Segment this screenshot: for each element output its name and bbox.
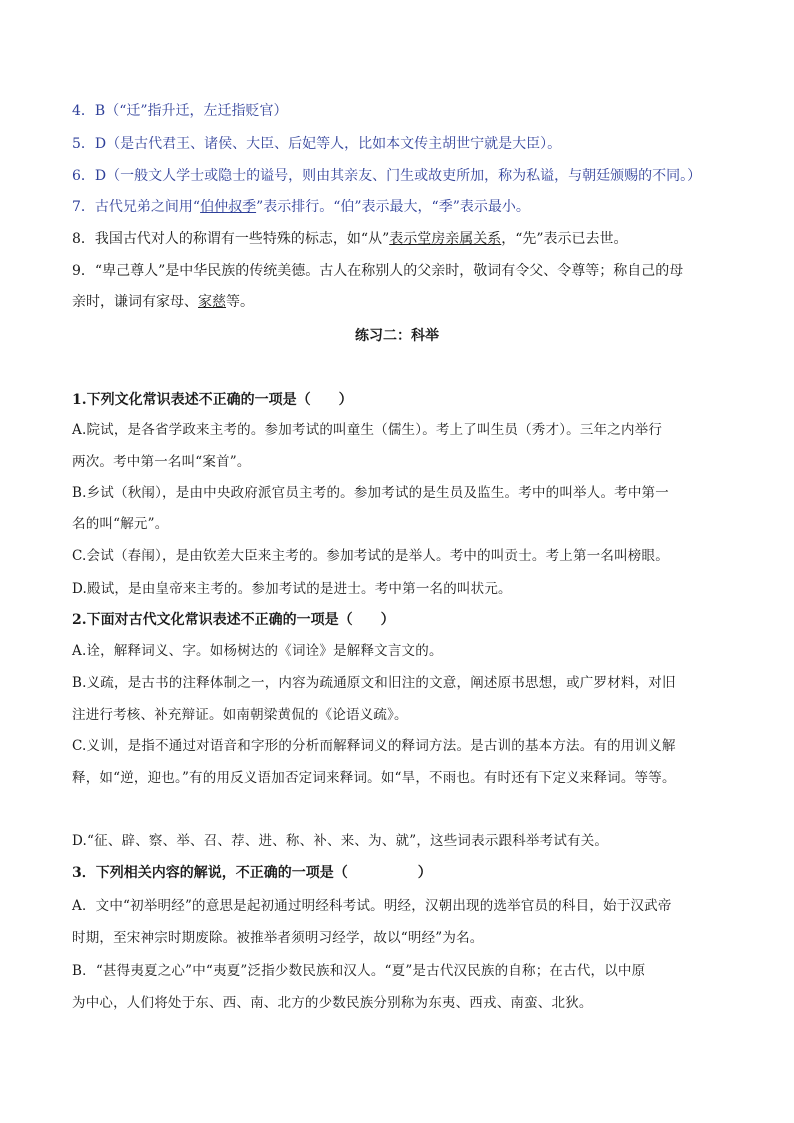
- answer-9-underlined: 家慈: [198, 294, 226, 310]
- q2-option-c-line2: 释，如“逆，迎也。”有的用反义语加否定词来释词。如“旱，不雨也。有时还有下定义来释词。等等。: [72, 770, 676, 786]
- answer-7-prefix: 7．古代兄弟之间用“: [72, 199, 201, 215]
- answer-8: [72, 230, 722, 248]
- q2-option-b-line2: 注进行考核、补充辩证。如南朝梁黄侃的《论语义疏》。: [72, 707, 408, 723]
- answer-7-underlined: 伯仲叔季: [200, 199, 257, 215]
- q1-option-b-line1: B.乡试（秋闱），是由中央政府派官员主考的。参加考试的是生员及监生。考中的叫举人。考中第一: [72, 485, 669, 501]
- answer-6: 6．D（一般文人学士或隐士的谥号，则由其亲友、门生或故吏所加，称为私谥，与朝廷颁赐的不同。）: [72, 168, 702, 184]
- answer-7-suffix: ”表示排行。“伯”表示最大，“季”表示最小。: [256, 199, 530, 215]
- q2-option-c-line1: C.义训，是指不通过对语音和字形的分析而解释词义的释词方法。是古训的基本方法。有的用训义解: [72, 738, 676, 754]
- q2-stem: 2.下面对古代文化常识表述不正确的一项是（ ）: [72, 612, 395, 628]
- q2-option-d: D.“征、辟、察、举、召、荐、进、称、补、来、为、就”，这些词表示跟科举考试有关。: [72, 833, 609, 849]
- answer-8-suffix: ，“先”表示已去世。: [501, 231, 628, 247]
- q1-option-b-line2: 名的叫“解元”。: [72, 516, 169, 532]
- answer-9-line2: [72, 293, 722, 311]
- answer-9-line1: 9．“卑己尊人”是中华民族的传统美德。古人在称别人的父亲时，敬词有令父、令尊等；称自己的母: [72, 263, 684, 279]
- q3-option-b-line1: B．“甚得夷夏之心”中“夷夏”泛指少数民族和汉人。“夏”是古代汉民族的自称；在古代，以中原: [72, 963, 646, 979]
- answer-4: 4．B（“迁”指升迁，左迁指贬官）: [72, 103, 288, 119]
- q1-option-a-line1: A.院试，是各省学政来主考的。参加考试的叫童生（儒生）。考上了叫生员（秀才）。三年之内举行: [72, 422, 663, 438]
- q1-option-c: C.会试（春闱），是由钦差大臣来主考的。参加考试的是举人。考中的叫贡士。考上第一名叫榜眼。: [72, 548, 669, 564]
- answer-9-line2-prefix: 亲时，谦词有家母、: [72, 294, 198, 310]
- q1-option-d: D.殿试，是由皇帝来主考的。参加考试的是进士。考中第一名的叫状元。: [72, 581, 512, 597]
- q2-option-a: A.诠，解释词义、字。如杨树达的《词诠》是解释文言文的。: [72, 643, 443, 659]
- section-title: 练习二：科举: [355, 328, 439, 344]
- answer-5: 5．D（是古代君王、诸侯、大臣、后妃等人，比如本文传主胡世宁就是大臣）。: [72, 136, 562, 152]
- q3-option-a-line2: 时期，至宋神宗时期废除。被推举者须明习经学，故以“明经”为名。: [72, 930, 484, 946]
- answer-8-prefix: 8．我国古代对人的称谓有一些特殊的标志，如“从”: [72, 231, 390, 247]
- answer-9-line2-suffix: 等。: [226, 294, 254, 310]
- q1-option-a-line2: 两次。考中第一名叫“案首”。: [72, 454, 251, 470]
- answer-8-underlined: 表示堂房亲属关系: [389, 231, 502, 247]
- q1-stem: 1.下列文化常识表述不正确的一项是（ ）: [72, 392, 353, 408]
- q3-option-b-line2: 为中心，人们将处于东、西、南、北方的少数民族分别称为东夷、西戎、南蛮、北狄。: [72, 995, 593, 1011]
- answer-7: [72, 198, 722, 216]
- q2-option-b-line1: B.义疏，是古书的注释体制之一，内容为疏通原文和旧注的文意，阐述原书思想，或广罗材料，对旧: [72, 675, 676, 691]
- q3-stem: 3．下列相关内容的解说，不正确的一项是（ ）: [72, 865, 432, 881]
- q3-option-a-line1: A．文中“初举明经”的意思是起初通过明经科考试。明经，汉朝出现的选举官员的科目，始于汉武帝: [72, 898, 672, 914]
